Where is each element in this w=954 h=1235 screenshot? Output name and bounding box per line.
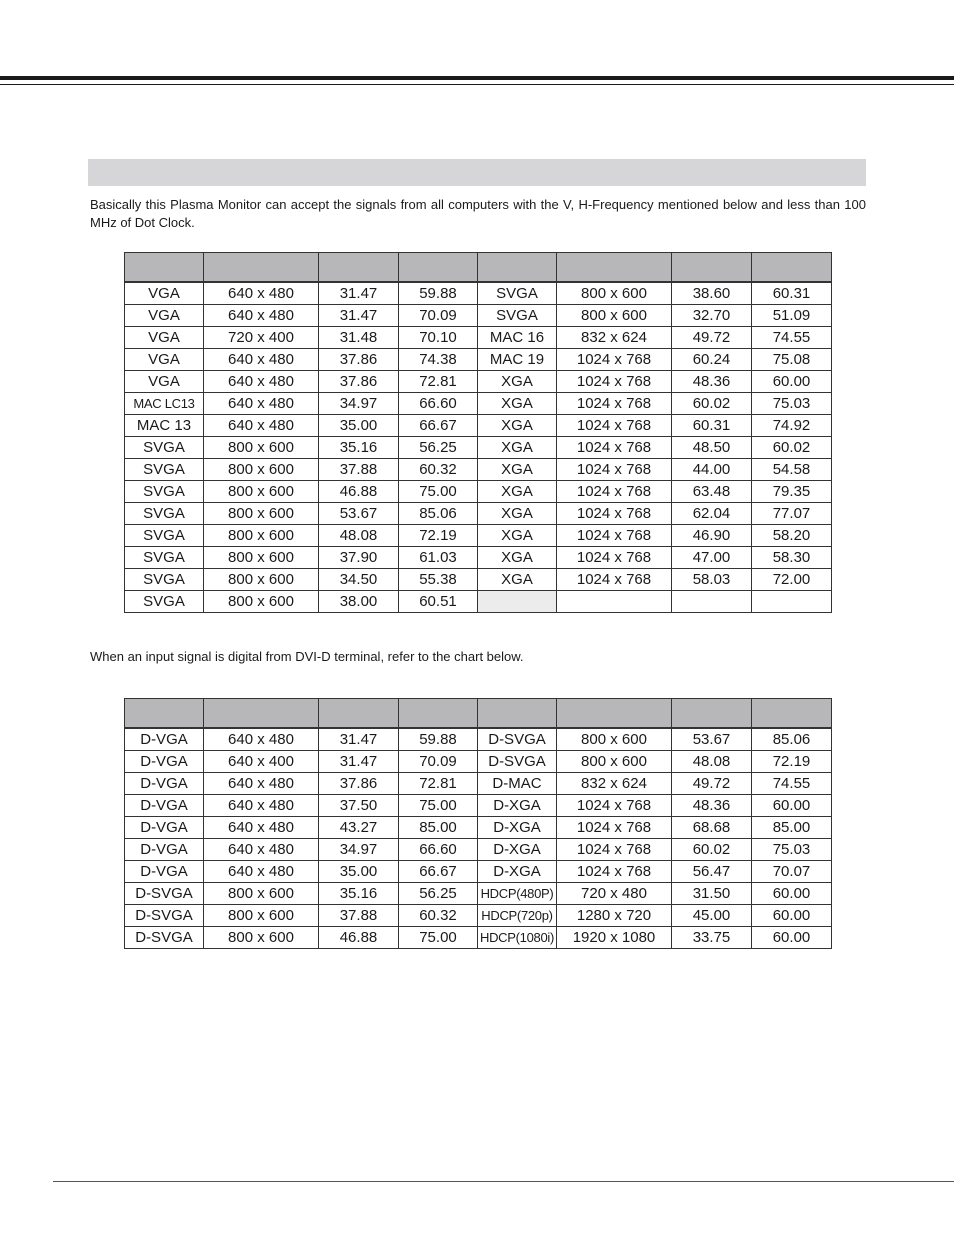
table-cell: 62.04 xyxy=(672,503,752,525)
table-row xyxy=(125,728,832,751)
table-cell: 60.02 xyxy=(752,437,832,459)
table-cell: 640 x 480 xyxy=(204,728,319,751)
table-cell: 72.81 xyxy=(399,371,478,393)
digital-signal-table xyxy=(124,698,832,949)
table-cell: 48.36 xyxy=(672,795,752,817)
table-cell: XGA xyxy=(478,503,557,525)
table-cell: 85.06 xyxy=(752,728,832,751)
table-cell: 31.50 xyxy=(672,883,752,905)
table-row xyxy=(125,839,832,861)
table-cell: D-MAC xyxy=(478,773,557,795)
table-cell: D-VGA xyxy=(125,773,204,795)
table-row xyxy=(125,861,832,883)
table-cell: 45.00 xyxy=(672,905,752,927)
table-cell: 832 x 624 xyxy=(557,773,672,795)
header-cell xyxy=(752,253,832,283)
table-cell: 1024 x 768 xyxy=(557,393,672,415)
table-cell: XGA xyxy=(478,415,557,437)
table-cell: MAC 13 xyxy=(125,415,204,437)
table-cell: 49.72 xyxy=(672,327,752,349)
header-cell xyxy=(399,699,478,729)
table-cell: 70.09 xyxy=(399,305,478,327)
table-cell: 37.86 xyxy=(319,371,399,393)
table-cell: D-VGA xyxy=(125,751,204,773)
table-cell: 31.47 xyxy=(319,728,399,751)
table-cell: 74.55 xyxy=(752,773,832,795)
table-cell: 1024 x 768 xyxy=(557,481,672,503)
table-cell: 1024 x 768 xyxy=(557,525,672,547)
header-cell xyxy=(478,699,557,729)
header-cell xyxy=(557,699,672,729)
table-cell: HDCP(480P) xyxy=(478,883,557,905)
table-cell: 66.60 xyxy=(399,839,478,861)
table-cell: 31.47 xyxy=(319,751,399,773)
table-cell: SVGA xyxy=(125,503,204,525)
table-row xyxy=(125,591,832,613)
table-cell: 43.27 xyxy=(319,817,399,839)
table-cell: 60.24 xyxy=(672,349,752,371)
table-cell: 800 x 600 xyxy=(204,503,319,525)
table-cell: 53.67 xyxy=(319,503,399,525)
table-cell: 49.72 xyxy=(672,773,752,795)
intro-paragraph: Basically this Plasma Monitor can accept the signals from all computers with the V, H-Frequency mentioned below and less than 100 MHz of Dot Clock. xyxy=(90,197,866,230)
table-cell: 800 x 600 xyxy=(204,905,319,927)
table-cell: 1024 x 768 xyxy=(557,839,672,861)
table-row xyxy=(125,547,832,569)
table-cell: 640 x 480 xyxy=(204,861,319,883)
table-row xyxy=(125,927,832,949)
header-cell xyxy=(478,253,557,283)
table-cell: 47.00 xyxy=(672,547,752,569)
table-cell: SVGA xyxy=(478,305,557,327)
table-cell: 85.00 xyxy=(752,817,832,839)
table-row xyxy=(125,305,832,327)
table-cell: 800 x 600 xyxy=(557,751,672,773)
table-cell: 75.00 xyxy=(399,481,478,503)
table-header-row xyxy=(125,699,832,729)
table-cell: 61.03 xyxy=(399,547,478,569)
header-cell xyxy=(125,253,204,283)
table-cell: 56.25 xyxy=(399,437,478,459)
table-cell: 640 x 480 xyxy=(204,349,319,371)
table-cell: MAC 16 xyxy=(478,327,557,349)
table-cell: 800 x 600 xyxy=(204,883,319,905)
table-cell: XGA xyxy=(478,437,557,459)
table-cell: 68.68 xyxy=(672,817,752,839)
table-cell: HDCP(1080i) xyxy=(478,927,557,949)
table-cell: 74.92 xyxy=(752,415,832,437)
table-cell: 800 x 600 xyxy=(204,547,319,569)
table-cell: 72.00 xyxy=(752,569,832,591)
table-cell: 75.03 xyxy=(752,839,832,861)
table-cell xyxy=(557,591,672,613)
table-cell: 1024 x 768 xyxy=(557,569,672,591)
header-cell xyxy=(204,253,319,283)
table-cell: SVGA xyxy=(125,569,204,591)
table-cell: 75.00 xyxy=(399,927,478,949)
table-cell: 800 x 600 xyxy=(204,437,319,459)
table-row xyxy=(125,751,832,773)
table-cell: D-SVGA xyxy=(478,751,557,773)
table-cell: VGA xyxy=(125,327,204,349)
table-cell: 640 x 480 xyxy=(204,393,319,415)
table-cell: SVGA xyxy=(125,525,204,547)
table-cell: 640 x 480 xyxy=(204,282,319,305)
header-cell xyxy=(752,699,832,729)
table-row xyxy=(125,371,832,393)
table-cell: XGA xyxy=(478,393,557,415)
table-row xyxy=(125,569,832,591)
table-cell: 85.06 xyxy=(399,503,478,525)
table-row xyxy=(125,393,832,415)
table-cell: 1024 x 768 xyxy=(557,861,672,883)
table-cell: XGA xyxy=(478,569,557,591)
table-cell: 38.60 xyxy=(672,282,752,305)
table-cell: HDCP(720p) xyxy=(478,905,557,927)
table-cell: 51.09 xyxy=(752,305,832,327)
table-cell: D-VGA xyxy=(125,839,204,861)
table-cell: MAC LC13 xyxy=(125,393,204,415)
table-cell: 1024 x 768 xyxy=(557,415,672,437)
bottom-rule xyxy=(53,1181,954,1182)
table-cell: 60.00 xyxy=(752,927,832,949)
table-cell: 70.07 xyxy=(752,861,832,883)
table-cell: VGA xyxy=(125,349,204,371)
table-cell: 75.08 xyxy=(752,349,832,371)
table-cell: 77.07 xyxy=(752,503,832,525)
table-cell: 37.88 xyxy=(319,459,399,481)
table-cell: 31.47 xyxy=(319,305,399,327)
table-cell: 34.97 xyxy=(319,839,399,861)
table-cell: D-SVGA xyxy=(125,883,204,905)
table-row xyxy=(125,282,832,305)
table-cell: XGA xyxy=(478,459,557,481)
table-cell: 74.55 xyxy=(752,327,832,349)
table-cell: SVGA xyxy=(125,481,204,503)
table-cell: 1024 x 768 xyxy=(557,795,672,817)
table-cell: 48.08 xyxy=(672,751,752,773)
table-cell: 59.88 xyxy=(399,728,478,751)
table-cell: 46.88 xyxy=(319,481,399,503)
table-cell: 60.00 xyxy=(752,883,832,905)
table-cell: VGA xyxy=(125,371,204,393)
table-row xyxy=(125,327,832,349)
table-row xyxy=(125,525,832,547)
table-cell: 800 x 600 xyxy=(204,525,319,547)
table-cell: 640 x 480 xyxy=(204,817,319,839)
table-row xyxy=(125,503,832,525)
table-cell: 1024 x 768 xyxy=(557,503,672,525)
table-cell: 37.86 xyxy=(319,773,399,795)
table-cell: 1024 x 768 xyxy=(557,817,672,839)
table-cell: MAC 19 xyxy=(478,349,557,371)
table-cell: 60.00 xyxy=(752,795,832,817)
table-cell: 832 x 624 xyxy=(557,327,672,349)
table-cell xyxy=(752,591,832,613)
table-cell: D-XGA xyxy=(478,839,557,861)
table-cell: 85.00 xyxy=(399,817,478,839)
table-cell: 800 x 600 xyxy=(557,728,672,751)
table-cell: 800 x 600 xyxy=(204,927,319,949)
table-cell: 60.31 xyxy=(672,415,752,437)
table-cell: 70.10 xyxy=(399,327,478,349)
table-cell: 60.51 xyxy=(399,591,478,613)
table-cell: 60.00 xyxy=(752,371,832,393)
table-cell: 58.20 xyxy=(752,525,832,547)
table-cell: 75.03 xyxy=(752,393,832,415)
table-cell: XGA xyxy=(478,371,557,393)
analog-table-body xyxy=(125,282,832,613)
table-cell: 48.36 xyxy=(672,371,752,393)
header-cell xyxy=(672,253,752,283)
table-cell xyxy=(672,591,752,613)
table-cell: SVGA xyxy=(125,547,204,569)
table-cell: D-VGA xyxy=(125,728,204,751)
table-cell: 640 x 480 xyxy=(204,305,319,327)
table-cell: SVGA xyxy=(125,591,204,613)
table-cell: 1920 x 1080 xyxy=(557,927,672,949)
table-header-row xyxy=(125,253,832,283)
table-cell: 79.35 xyxy=(752,481,832,503)
table-cell: 35.00 xyxy=(319,415,399,437)
table-cell: 800 x 600 xyxy=(557,282,672,305)
table-row xyxy=(125,905,832,927)
table-cell: D-XGA xyxy=(478,861,557,883)
table-cell: 1024 x 768 xyxy=(557,437,672,459)
table-row xyxy=(125,349,832,371)
table-cell: 800 x 600 xyxy=(204,481,319,503)
header-cell xyxy=(557,253,672,283)
table-cell: 800 x 600 xyxy=(557,305,672,327)
table-cell: D-SVGA xyxy=(125,905,204,927)
table-cell: 60.32 xyxy=(399,459,478,481)
table-cell: 60.02 xyxy=(672,839,752,861)
table-cell: 800 x 600 xyxy=(204,569,319,591)
table-cell: 34.97 xyxy=(319,393,399,415)
table-row xyxy=(125,773,832,795)
table-cell: 37.90 xyxy=(319,547,399,569)
table-cell: 46.90 xyxy=(672,525,752,547)
table-cell: 74.38 xyxy=(399,349,478,371)
table-cell: 66.67 xyxy=(399,861,478,883)
table-cell: 31.48 xyxy=(319,327,399,349)
table-cell: 72.81 xyxy=(399,773,478,795)
table-cell: 60.31 xyxy=(752,282,832,305)
table-cell: 1024 x 768 xyxy=(557,349,672,371)
table-cell: SVGA xyxy=(478,282,557,305)
table-cell: D-VGA xyxy=(125,861,204,883)
table-cell: 34.50 xyxy=(319,569,399,591)
table-cell: 60.32 xyxy=(399,905,478,927)
table-cell: 33.75 xyxy=(672,927,752,949)
table-cell: D-VGA xyxy=(125,817,204,839)
digital-table-body xyxy=(125,728,832,949)
table-cell: VGA xyxy=(125,305,204,327)
table-cell: 720 x 400 xyxy=(204,327,319,349)
table-cell: 37.50 xyxy=(319,795,399,817)
table-cell: 32.70 xyxy=(672,305,752,327)
table-cell: 59.88 xyxy=(399,282,478,305)
table-cell: 1024 x 768 xyxy=(557,371,672,393)
table-cell: 1280 x 720 xyxy=(557,905,672,927)
top-rule-thick xyxy=(0,76,954,80)
table-cell: 1024 x 768 xyxy=(557,459,672,481)
header-cell xyxy=(672,699,752,729)
table-cell: 46.88 xyxy=(319,927,399,949)
table-row xyxy=(125,817,832,839)
table-cell: SVGA xyxy=(125,437,204,459)
section-header-bar xyxy=(88,159,866,186)
table-cell: D-SVGA xyxy=(478,728,557,751)
table-cell: 55.38 xyxy=(399,569,478,591)
table-cell: 720 x 480 xyxy=(557,883,672,905)
table-cell: 640 x 480 xyxy=(204,795,319,817)
table-cell: 56.25 xyxy=(399,883,478,905)
table-cell: 35.16 xyxy=(319,437,399,459)
table-cell: 60.00 xyxy=(752,905,832,927)
table-cell: 640 x 400 xyxy=(204,751,319,773)
table-cell: D-SVGA xyxy=(125,927,204,949)
table-row xyxy=(125,795,832,817)
header-cell xyxy=(125,699,204,729)
table-cell: 640 x 480 xyxy=(204,415,319,437)
table-cell: D-XGA xyxy=(478,795,557,817)
table-cell: 58.03 xyxy=(672,569,752,591)
table-cell: 66.67 xyxy=(399,415,478,437)
table-cell: 70.09 xyxy=(399,751,478,773)
top-rule-thin xyxy=(0,84,954,85)
table-cell: 35.00 xyxy=(319,861,399,883)
table-cell: 38.00 xyxy=(319,591,399,613)
table-cell: 37.88 xyxy=(319,905,399,927)
table-cell: 48.50 xyxy=(672,437,752,459)
table-cell: D-XGA xyxy=(478,817,557,839)
table-cell: 640 x 480 xyxy=(204,371,319,393)
dvi-paragraph: When an input signal is digital from DVI-D terminal, refer to the chart below. xyxy=(90,649,524,664)
table-cell: 63.48 xyxy=(672,481,752,503)
table-cell: XGA xyxy=(478,525,557,547)
table-row xyxy=(125,481,832,503)
header-cell xyxy=(319,699,399,729)
table-cell: 66.60 xyxy=(399,393,478,415)
table-cell xyxy=(478,591,557,613)
table-cell: 640 x 480 xyxy=(204,773,319,795)
table-cell: 31.47 xyxy=(319,282,399,305)
table-cell: XGA xyxy=(478,547,557,569)
table-cell: 800 x 600 xyxy=(204,591,319,613)
analog-signal-table xyxy=(124,252,832,613)
header-cell xyxy=(319,253,399,283)
table-cell: XGA xyxy=(478,481,557,503)
table-cell: 1024 x 768 xyxy=(557,547,672,569)
header-cell xyxy=(399,253,478,283)
table-cell: 44.00 xyxy=(672,459,752,481)
table-cell: 53.67 xyxy=(672,728,752,751)
table-cell: 48.08 xyxy=(319,525,399,547)
table-cell: 72.19 xyxy=(399,525,478,547)
table-cell: 800 x 600 xyxy=(204,459,319,481)
table-cell: VGA xyxy=(125,282,204,305)
table-row xyxy=(125,459,832,481)
table-cell: SVGA xyxy=(125,459,204,481)
table-cell: 58.30 xyxy=(752,547,832,569)
table-cell: 72.19 xyxy=(752,751,832,773)
table-cell: 75.00 xyxy=(399,795,478,817)
table-cell: 54.58 xyxy=(752,459,832,481)
table-cell: 640 x 480 xyxy=(204,839,319,861)
header-cell xyxy=(204,699,319,729)
table-cell: D-VGA xyxy=(125,795,204,817)
table-row xyxy=(125,415,832,437)
table-row xyxy=(125,437,832,459)
table-cell: 35.16 xyxy=(319,883,399,905)
table-row xyxy=(125,883,832,905)
table-cell: 60.02 xyxy=(672,393,752,415)
table-cell: 37.86 xyxy=(319,349,399,371)
table-cell: 56.47 xyxy=(672,861,752,883)
